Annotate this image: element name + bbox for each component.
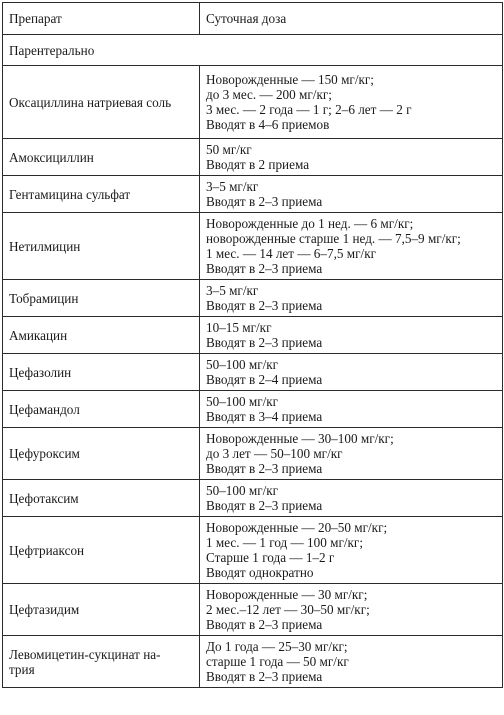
table-row bbox=[3, 428, 503, 480]
daily-dose-cell bbox=[200, 428, 503, 480]
table-row bbox=[3, 317, 503, 354]
table-row bbox=[3, 280, 503, 317]
table-row bbox=[3, 213, 503, 280]
daily-dose-cell bbox=[200, 139, 503, 176]
dose-line: Вводят в 2–3 приема bbox=[206, 498, 323, 513]
daily-dose-cell bbox=[200, 480, 503, 517]
dose-line: Вводят в 2–3 приема bbox=[206, 298, 323, 313]
dose-line: Новорожденные — 150 мг/кг; bbox=[206, 72, 374, 87]
dose-line: 50 мг/кг bbox=[206, 142, 252, 157]
table-row bbox=[3, 176, 503, 213]
drug-name-cell: Амоксициллин bbox=[3, 139, 200, 176]
section-label: Парентерально bbox=[3, 35, 503, 66]
dose-line: 50–100 мг/кг bbox=[206, 483, 279, 498]
dose-line: Вводят в 3–4 приема bbox=[206, 409, 323, 424]
dose-line: новорожденные старше 1 нед. — 7,5–9 мг/кг; bbox=[206, 231, 461, 246]
drug-name-cell: Оксациллина натриевая соль bbox=[3, 66, 200, 139]
daily-dose-cell bbox=[200, 280, 503, 317]
drug-name-cell: Цефотаксим bbox=[3, 480, 200, 517]
dose-line: 3–5 мг/кг bbox=[206, 283, 259, 298]
table-row bbox=[3, 391, 503, 428]
dose-line: 3–5 мг/кг bbox=[206, 179, 259, 194]
column-header-drug: Препарат bbox=[3, 3, 200, 35]
drug-name-line: трия bbox=[9, 661, 35, 677]
daily-dose-cell bbox=[200, 584, 503, 636]
dose-line: Вводят в 2 приема bbox=[206, 157, 310, 172]
dose-line: Вводят в 4–6 приемов bbox=[206, 117, 330, 132]
table-row bbox=[3, 66, 503, 139]
daily-dose-cell bbox=[200, 213, 503, 280]
dose-line: Новорожденные до 1 нед. — 6 мг/кг; bbox=[206, 216, 414, 231]
table-row bbox=[3, 584, 503, 636]
daily-dose-cell bbox=[200, 636, 503, 688]
daily-dose-cell bbox=[200, 354, 503, 391]
table-body bbox=[3, 35, 503, 688]
table-row bbox=[3, 354, 503, 391]
dose-line: 1 мес. — 1 год — 100 мг/кг; bbox=[206, 535, 364, 550]
dose-line: 50–100 мг/кг bbox=[206, 394, 279, 409]
drug-name-cell: Гентамицина сульфат bbox=[3, 176, 200, 213]
daily-dose-cell bbox=[200, 517, 503, 584]
drug-name-line: Левомицетин-сукцинат на- bbox=[9, 646, 161, 662]
dose-line: 1 мес. — 14 лет — 6–7,5 мг/кг bbox=[206, 246, 377, 261]
daily-dose-cell bbox=[200, 176, 503, 213]
table-row bbox=[3, 139, 503, 176]
dose-line: 50–100 мг/кг bbox=[206, 357, 279, 372]
dose-line: Вводят в 2–3 приема bbox=[206, 461, 323, 476]
dose-table bbox=[2, 2, 503, 688]
dose-line: Вводят в 2–4 приема bbox=[206, 372, 323, 387]
dose-line: Новорожденные — 20–50 мг/кг; bbox=[206, 520, 388, 535]
daily-dose-cell bbox=[200, 317, 503, 354]
table-row bbox=[3, 636, 503, 688]
daily-dose-cell bbox=[200, 391, 503, 428]
dose-line: 3 мес. — 2 года — 1 г; 2–6 лет — 2 г bbox=[206, 102, 412, 117]
dose-line: До 1 года — 25–30 мг/кг; bbox=[206, 639, 348, 654]
dose-line: до 3 лет — 50–100 мг/кг bbox=[206, 446, 343, 461]
drug-name-cell: Цефазолин bbox=[3, 354, 200, 391]
drug-name-cell: Амикацин bbox=[3, 317, 200, 354]
dose-line: Вводят в 2–3 приема bbox=[206, 194, 323, 209]
drug-name-cell bbox=[3, 636, 200, 688]
drug-name-cell: Нетилмицин bbox=[3, 213, 200, 280]
table-row bbox=[3, 517, 503, 584]
section-row bbox=[3, 35, 503, 66]
dose-line: Новорожденные — 30–100 мг/кг; bbox=[206, 431, 394, 446]
dose-line: Вводят однократно bbox=[206, 565, 314, 580]
column-header-dose: Суточная доза bbox=[200, 3, 503, 35]
table-row bbox=[3, 480, 503, 517]
dose-line: 2 мес.–12 лет — 30–50 мг/кг; bbox=[206, 602, 370, 617]
drug-name-cell: Тобрамицин bbox=[3, 280, 200, 317]
drug-name-cell: Цефтазидим bbox=[3, 584, 200, 636]
dose-line: Вводят в 2–3 приема bbox=[206, 261, 323, 276]
dose-line: Вводят в 2–3 приема bbox=[206, 335, 323, 350]
header-row bbox=[3, 3, 503, 35]
dose-line: Вводят в 2–3 приема bbox=[206, 669, 323, 684]
drug-name-cell: Цефуроксим bbox=[3, 428, 200, 480]
dose-line: Новорожденные — 30 мг/кг; bbox=[206, 587, 368, 602]
dose-line: до 3 мес. — 200 мг/кг; bbox=[206, 87, 332, 102]
drug-name-cell: Цефтриаксон bbox=[3, 517, 200, 584]
dose-line: Старше 1 года — 1–2 г bbox=[206, 550, 335, 565]
dose-line: старше 1 года — 50 мг/кг bbox=[206, 654, 349, 669]
dose-line: 10–15 мг/кг bbox=[206, 320, 272, 335]
dose-line: Вводят в 2–3 приема bbox=[206, 617, 323, 632]
daily-dose-cell bbox=[200, 66, 503, 139]
drug-name-cell: Цефамандол bbox=[3, 391, 200, 428]
